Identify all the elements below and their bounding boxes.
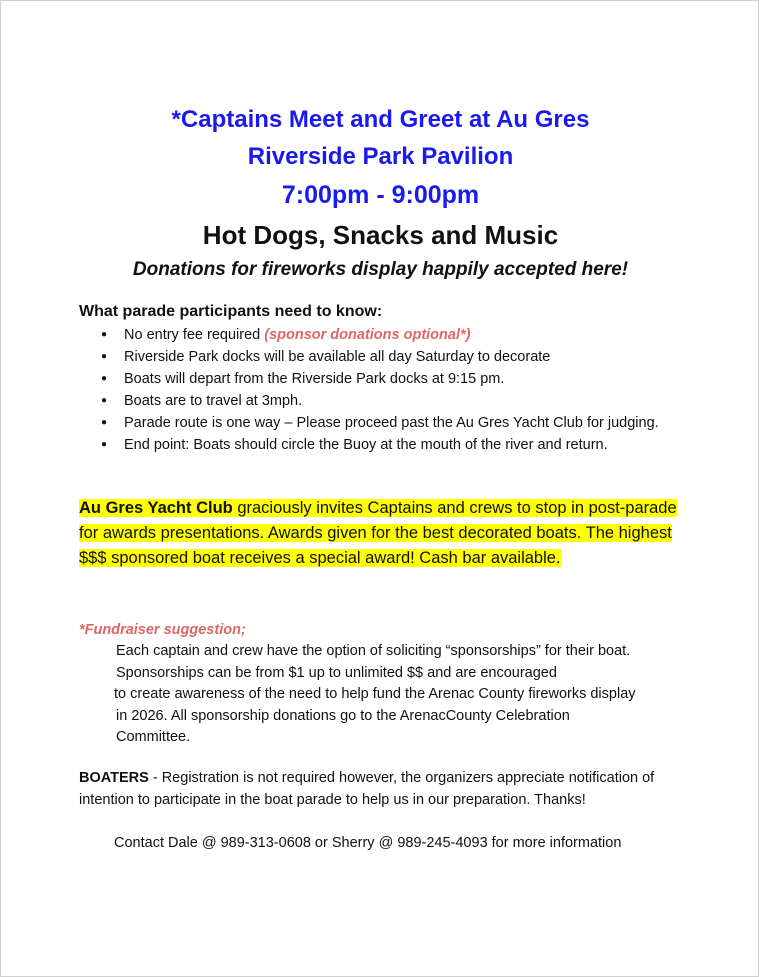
event-time: 7:00pm - 9:00pm	[281, 181, 480, 209]
list-item-text: Riverside Park docks will be available all day Saturday to decorate	[124, 349, 551, 365]
list-item-text: Parade route is one way – Please proceed past the Au Gres Yacht Club for judging.	[124, 415, 659, 431]
list-item	[124, 390, 734, 412]
event-header	[1, 101, 759, 285]
boaters-text: - Registration is not required however, the organizers appreciate notification of intention to participate in the boat parade to help us in our preparation. Thanks!	[79, 770, 655, 808]
list-item-text: Boats will depart from the Riverside Park docks at 9:15 pm.	[124, 371, 505, 387]
fundraiser-line: Each captain and crew have the option of soliciting “sponsorships” for their boat.	[116, 643, 631, 659]
fundraiser-body	[116, 641, 706, 749]
event-title: *Captains Meet and Greet at Au Gres	[171, 106, 590, 133]
fundraiser-line: Committee.	[116, 729, 191, 745]
list-item	[124, 324, 734, 346]
fundraiser-line: Sponsorships can be from $1 up to unlimited $$ and are encouraged	[116, 664, 557, 681]
boaters-notice	[79, 768, 699, 811]
yacht-club-text: graciously invites Captains and crews to stop in post-parade for awards presentations. Awards given for the best decorated boats. The highest $$$ sponsored boat receives a special award! Cash bar available.	[79, 499, 677, 567]
donations-note: Donations for fireworks display happily accepted here!	[132, 259, 629, 280]
contact-info: Contact Dale @ 989-313-0608 or Sherry @ 989-245-4093 for more information	[114, 835, 622, 851]
list-item	[124, 346, 734, 368]
boaters-label: BOATERS	[79, 770, 149, 786]
sponsor-note: (sponsor donations optional*)	[264, 327, 471, 343]
fundraiser-line: in 2026. All sponsorship donations go to the ArenacCounty Celebration	[116, 707, 570, 724]
yacht-club-invitation	[79, 496, 694, 571]
list-item	[124, 368, 734, 390]
yacht-club-name: Au Gres Yacht Club	[79, 499, 233, 517]
list-item-text: Boats are to travel at 3mph.	[124, 393, 303, 409]
event-offerings: Hot Dogs, Snacks and Music	[202, 220, 559, 250]
event-location: Riverside Park Pavilion	[247, 143, 514, 170]
participants-heading: What parade participants need to know:	[79, 303, 383, 320]
fundraiser-heading: *Fundraiser suggestion;	[79, 622, 246, 638]
fundraiser-line: to create awareness of the need to help fund the Arenac County fireworks display	[114, 686, 636, 702]
list-item	[124, 434, 734, 456]
list-item-text: No entry fee required	[124, 327, 265, 343]
participants-list	[79, 324, 734, 456]
list-item-text: End point: Boats should circle the Buoy at the mouth of the river and return.	[124, 437, 608, 453]
list-item	[124, 412, 664, 434]
